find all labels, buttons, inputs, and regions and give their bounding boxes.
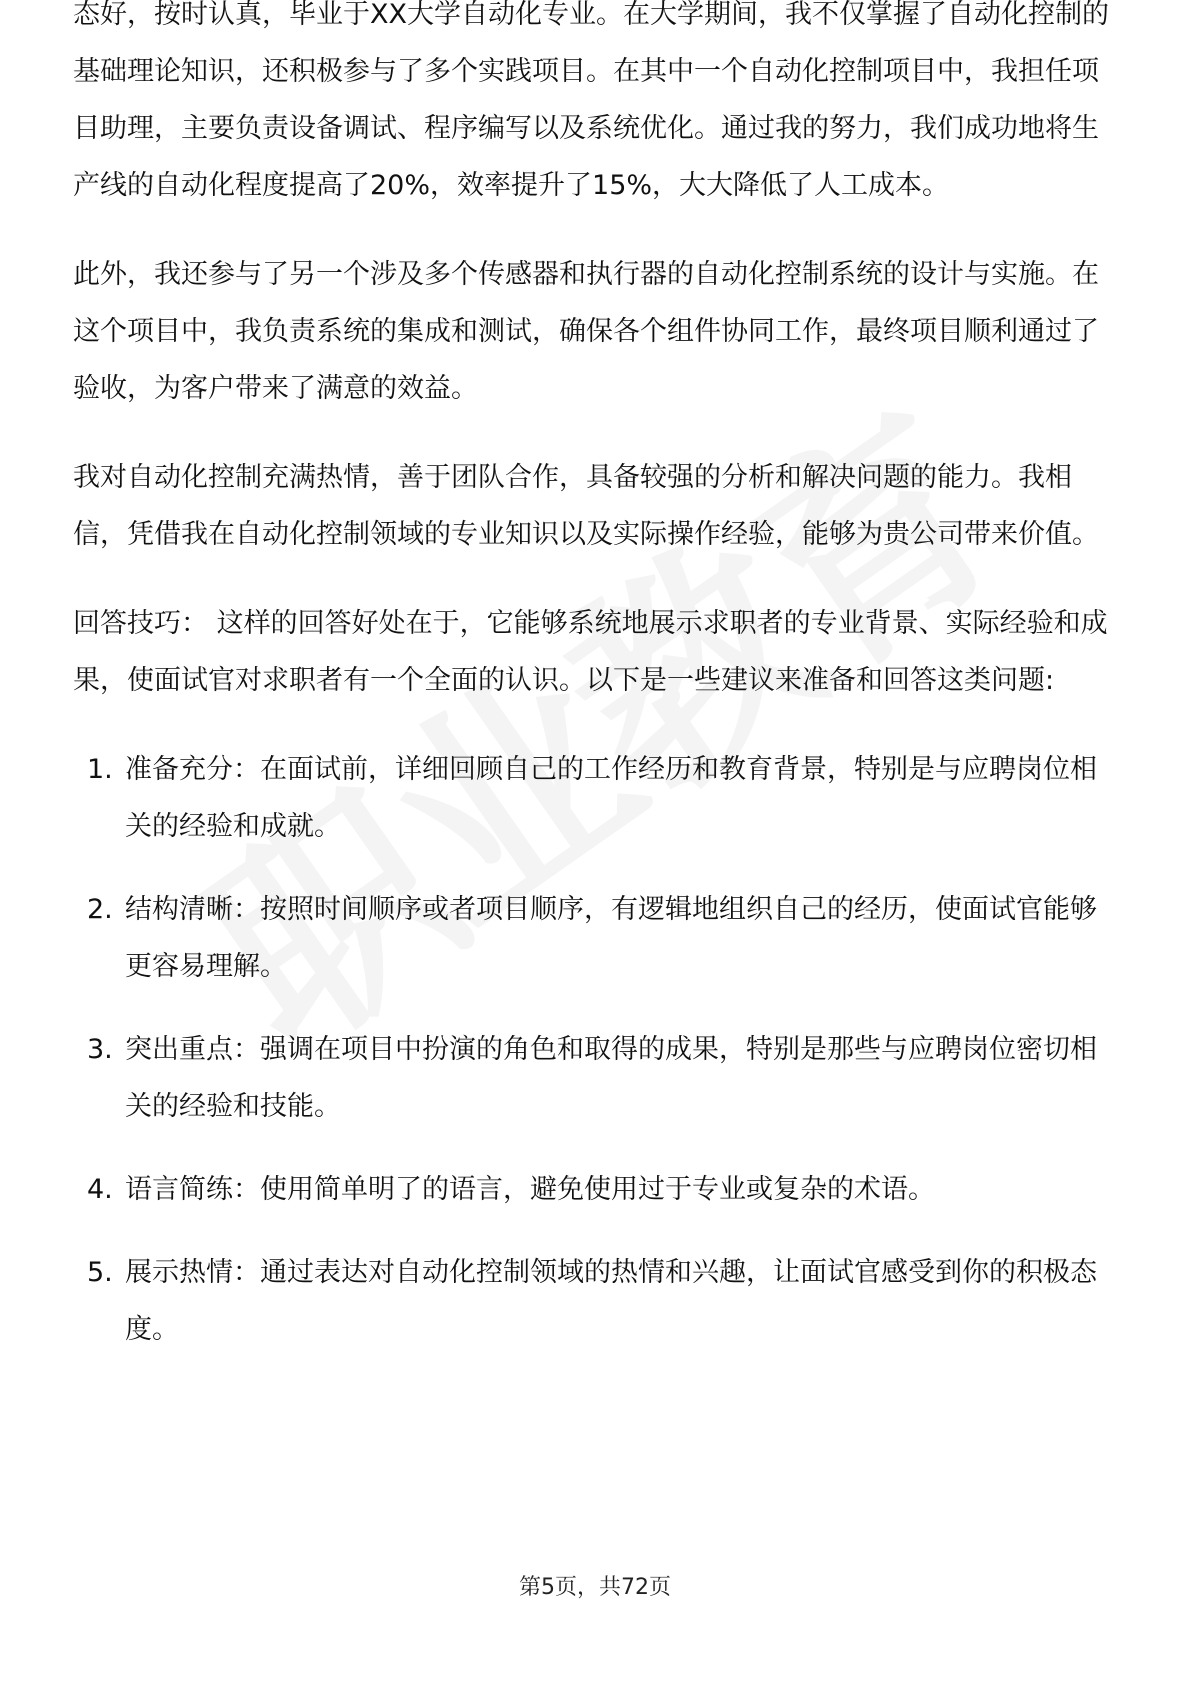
list-number: 3.: [87, 1034, 113, 1065]
list-item: [73, 881, 1113, 995]
list-text: 展示热情：通过表达对自动化控制领域的热情和兴趣，让面试官感受到你的积极态度。: [125, 1257, 1097, 1345]
list-number: 4.: [87, 1174, 113, 1205]
paragraph-second-project: 此外，我还参与了另一个涉及多个传感器和执行器的自动化控制系统的设计与实施。在这个项目中，我负责系统的集成和测试，确保各个组件协同工作，最终项目顺利通过了验收，为客户带来了满意的效益。: [73, 259, 1099, 404]
list-number: 1.: [87, 754, 113, 785]
list-text: 结构清晰：按照时间顺序或者项目顺序，有逻辑地组织自己的经历，使面试官能够更容易理解。: [125, 894, 1097, 982]
document-body: [73, 0, 1113, 1384]
list-number: 2.: [87, 894, 113, 925]
list-text: 准备充分：在面试前，详细回顾自己的工作经历和教育背景，特别是与应聘岗位相关的经验和成就。: [125, 754, 1097, 842]
page-footer: 第5页，共72页: [519, 1575, 671, 1600]
list-item: [73, 1161, 1113, 1218]
list-item: [73, 741, 1113, 855]
paragraph-intro: 态好，按时认真，毕业于XX大学自动化专业。在大学期间，我不仅掌握了自动化控制的基础理论知识，还积极参与了多个实践项目。在其中一个自动化控制项目中，我担任项目助理，主要负责设备调试、程序编写以及系统优化。通过我的努力，我们成功地将生产线的自动化程度提高了20%，效率提升了15%，大大降低了人工成本。: [73, 0, 1109, 201]
list-text: 突出重点：强调在项目中扮演的角色和取得的成果，特别是那些与应聘岗位密切相关的经验和技能。: [125, 1034, 1097, 1122]
list-text: 语言简练：使用简单明了的语言，避免使用过于专业或复杂的术语。: [125, 1174, 935, 1205]
paragraph-enthusiasm: 我对自动化控制充满热情，善于团队合作，具备较强的分析和解决问题的能力。我相信，凭借我在自动化控制领域的专业知识以及实际操作经验，能够为贵公司带来价值。: [73, 462, 1099, 550]
list-item: [73, 1021, 1113, 1135]
list-item: [73, 1244, 1113, 1358]
list-number: 5.: [87, 1257, 113, 1288]
tips-list: [73, 741, 1113, 1358]
paragraph-answer-tips: 回答技巧： 这样的回答好处在于，它能够系统地展示求职者的专业背景、实际经验和成果，使面试官对求职者有一个全面的认识。以下是一些建议来准备和回答这类问题:: [73, 608, 1108, 696]
